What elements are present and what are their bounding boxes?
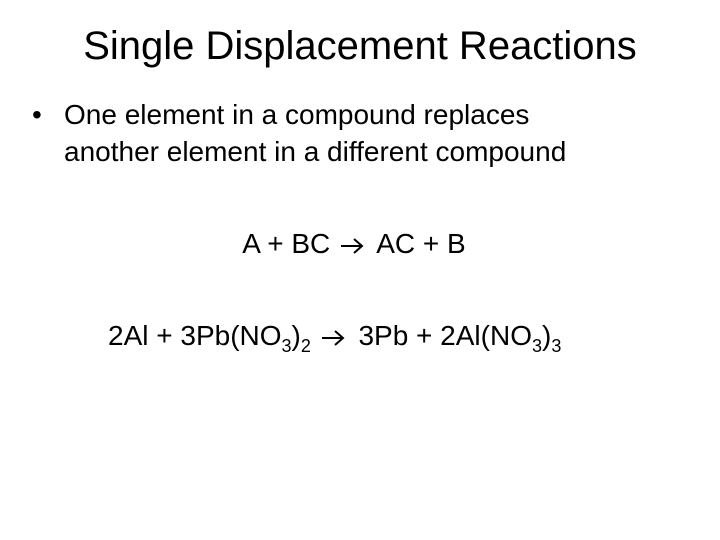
bullet-line-2: another element in a different compound: [64, 136, 567, 167]
slide-title: Single Displacement Reactions: [83, 24, 637, 68]
bullet-marker: •: [32, 99, 42, 130]
specific-equation: [108, 318, 561, 354]
bullet-text: [64, 96, 684, 170]
general-equation: [0, 226, 714, 262]
reactant-subscript-1: 3: [281, 336, 292, 356]
general-reactants: A + BC: [242, 228, 331, 259]
product-subscript-2: 3: [551, 336, 562, 356]
general-products: AC + B: [376, 228, 466, 259]
reactant-text-2: ): [291, 320, 301, 351]
product-subscript-1: 3: [531, 336, 542, 356]
product-text-1: 3Pb + 2Al(NO: [358, 320, 532, 351]
reactant-subscript-2: 2: [300, 336, 311, 356]
right-arrow-icon: [340, 238, 364, 254]
product-text-2: ): [542, 320, 552, 351]
reactant-text-1: 2Al + 3Pb(NO: [108, 320, 282, 351]
bullet-line-1: One element in a compound replaces: [64, 99, 530, 130]
right-arrow-icon: [321, 330, 345, 346]
